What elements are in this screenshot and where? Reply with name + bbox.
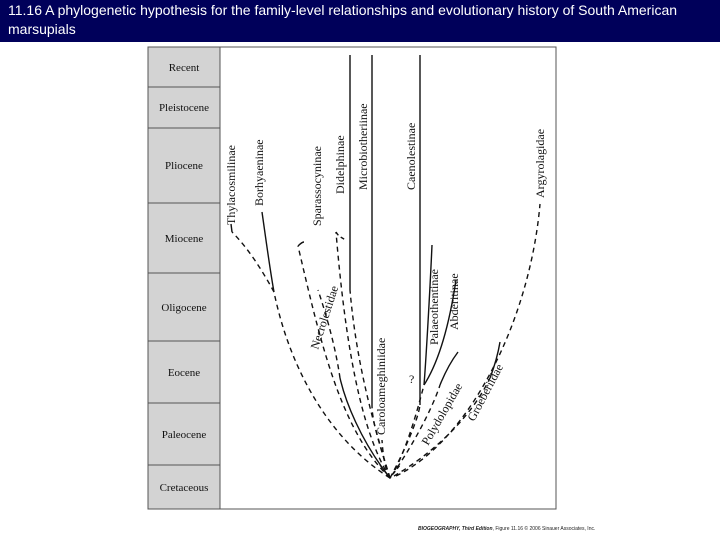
epoch-pliocene: Pliocene — [165, 160, 203, 172]
branch-thylacosmilinae-dashed — [232, 232, 274, 292]
time-scale — [148, 47, 220, 509]
epoch-pleistocene: Pleistocene — [158, 102, 210, 114]
branch-sparassocyninae-top — [298, 242, 304, 246]
epoch-recent: Recent — [168, 62, 200, 74]
label-caroloameghiniidae: Caroloameghiniidae — [374, 337, 388, 435]
label-thylacosmilinae: Thylacosmilinae — [224, 145, 238, 225]
figure-credit — [418, 526, 595, 532]
label-didelphinae: Didelphinae — [333, 135, 347, 194]
credit-copyright: © 2006 Sinauer Associates, Inc. — [524, 526, 596, 532]
label-abderitinae: Abderitinae — [447, 273, 461, 330]
label-borhyaeninae: Borhyaeninae — [252, 139, 266, 206]
slide-title: 11.16 A phylogenetic hypothesis for the family-level relationships and evolutionary history of South American marsupials — [8, 2, 678, 37]
epoch-cretaceous: Cretaceous — [159, 482, 209, 494]
credit-figure: , Figure 11.16 — [492, 526, 524, 532]
label-uncertain-mark: ? — [409, 372, 415, 386]
epoch-eocene: Eocene — [167, 367, 201, 379]
label-polydolopidae: Polydolopidae — [418, 380, 466, 448]
branch-polydolopidae — [440, 352, 458, 385]
epoch-paleocene: Paleocene — [161, 429, 207, 441]
epoch-oligocene: Oligocene — [161, 302, 207, 314]
label-argyrolagidae: Argyrolagidae — [533, 128, 547, 198]
label-sparassocyninae: Sparassocyninae — [310, 146, 324, 226]
label-caenolestinae: Caenolestinae — [404, 122, 418, 190]
epoch-miocene: Miocene — [164, 233, 204, 245]
label-groeberiidae: Groeberiidae — [464, 361, 507, 424]
taxon-labels — [224, 103, 547, 447]
label-necrolestidae: Necrolestidae — [307, 283, 342, 351]
credit-book: BIOGEOGRAPHY, Third Edition — [418, 526, 493, 532]
label-microbiotheriinae: Microbiotheriinae — [356, 103, 370, 190]
branch-sparassocyninae-tip — [336, 232, 346, 240]
label-palaeothentinae: Palaeothentinae — [427, 269, 441, 345]
